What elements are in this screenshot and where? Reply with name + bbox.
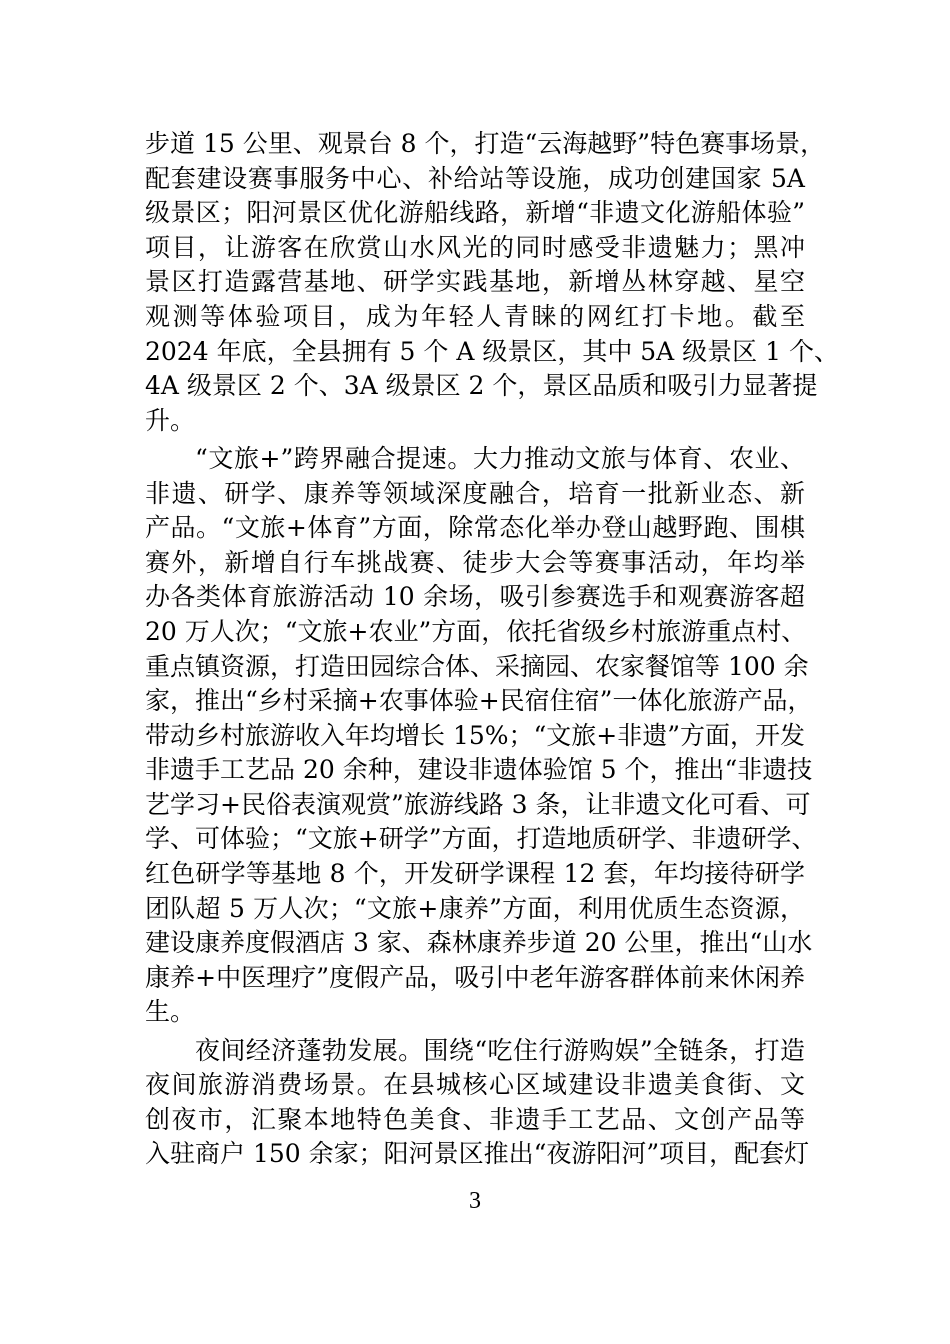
text-line: 家，推出“乡村采摘+农事体验+民宿住宿”一体化旅游产品， [145, 686, 813, 716]
page-number: 3 [469, 1188, 481, 1214]
text-line: 步道 15 公里、观景台 8 个，打造“云海越野”特色赛事场景， [145, 129, 826, 158]
text-line: 学、可体验；“文旅+研学”方面，打造地质研学、非遗研学、 [145, 824, 817, 854]
text-line: 夜间旅游消费场景。在县城核心区域建设非遗美食街、文 [145, 1070, 805, 1100]
paragraph [145, 442, 817, 1030]
text-line: 生。 [145, 997, 196, 1027]
text-line: 创夜市，汇聚本地特色美食、非遗手工艺品、文创产品等 [145, 1104, 805, 1134]
text-line: 红色研学等基地 8 个，开发研学课程 12 套，年均接待研学 [145, 859, 805, 889]
text-line: 20 万人次；“文旅+农业”方面，依托省级乡村旅游重点村、 [145, 616, 807, 646]
document-body [145, 127, 839, 1176]
text-line: 入驻商户 150 余家；阳河景区推出“夜游阳河”项目，配套灯 [145, 1139, 810, 1169]
text-line: 2024 年底，全县拥有 5 个 A 级景区，其中 5A 级景区 1 个、 [145, 336, 839, 366]
text-line: 产品。“文旅+体育”方面，除常态化举办登山越野跑、围棋 [145, 513, 805, 543]
text-line: 配套建设赛事服务中心、补给站等设施，成功创建国家 5A [145, 163, 805, 193]
text-line: 升。 [145, 405, 196, 435]
text-line: 非遗手工艺品 20 余种，建设非遗体验馆 5 个，推出“非遗技 [145, 755, 813, 785]
text-line: 建设康养度假酒店 3 家、森林康养步道 20 公里，推出“山水 [145, 928, 813, 958]
text-line: 夜间经济蓬勃发展。围绕“吃住行游购娱”全链条，打造 [195, 1035, 805, 1065]
text-line: 赛外，新增自行车挑战赛、徒步大会等赛事活动，年均举 [145, 547, 805, 577]
text-line: 非遗、研学、康养等领域深度融合，培育一批新业态、新 [145, 478, 805, 508]
text-line: 观测等体验项目，成为年轻人青睐的网红打卡地。截至 [145, 301, 805, 331]
text-line: 景区打造露营基地、研学实践基地，新增丛林穿越、星空 [145, 267, 805, 297]
text-line: 艺学习+民俗表演观赏”旅游线路 3 条，让非遗文化可看、可 [145, 789, 811, 819]
paragraph [145, 1034, 810, 1172]
text-line: “文旅+”跨界融合提速。大力推动文旅与体育、农业、 [195, 443, 805, 473]
paragraph [145, 127, 839, 438]
text-line: 项目，让游客在欣赏山水风光的同时感受非遗魅力；黑冲 [145, 232, 805, 262]
text-line: 团队超 5 万人次；“文旅+康养”方面，利用优质生态资源， [145, 893, 805, 923]
text-line: 4A 级景区 2 个、3A 级景区 2 个，景区品质和吸引力显著提 [145, 371, 818, 401]
text-line: 级景区；阳河景区优化游船线路，新增“非遗文化游船体验” [145, 198, 805, 228]
text-line: 重点镇资源，打造田园综合体、采摘园、农家餐馆等 100 余 [145, 651, 809, 681]
text-line: 办各类体育旅游活动 10 余场，吸引参赛选手和观赛游客超 [145, 582, 805, 612]
text-line: 康养+中医理疗”度假产品，吸引中老年游客群体前来休闲养 [145, 962, 805, 992]
text-line: 带动乡村旅游收入年均增长 15%；“文旅+非遗”方面，开发 [145, 720, 806, 750]
